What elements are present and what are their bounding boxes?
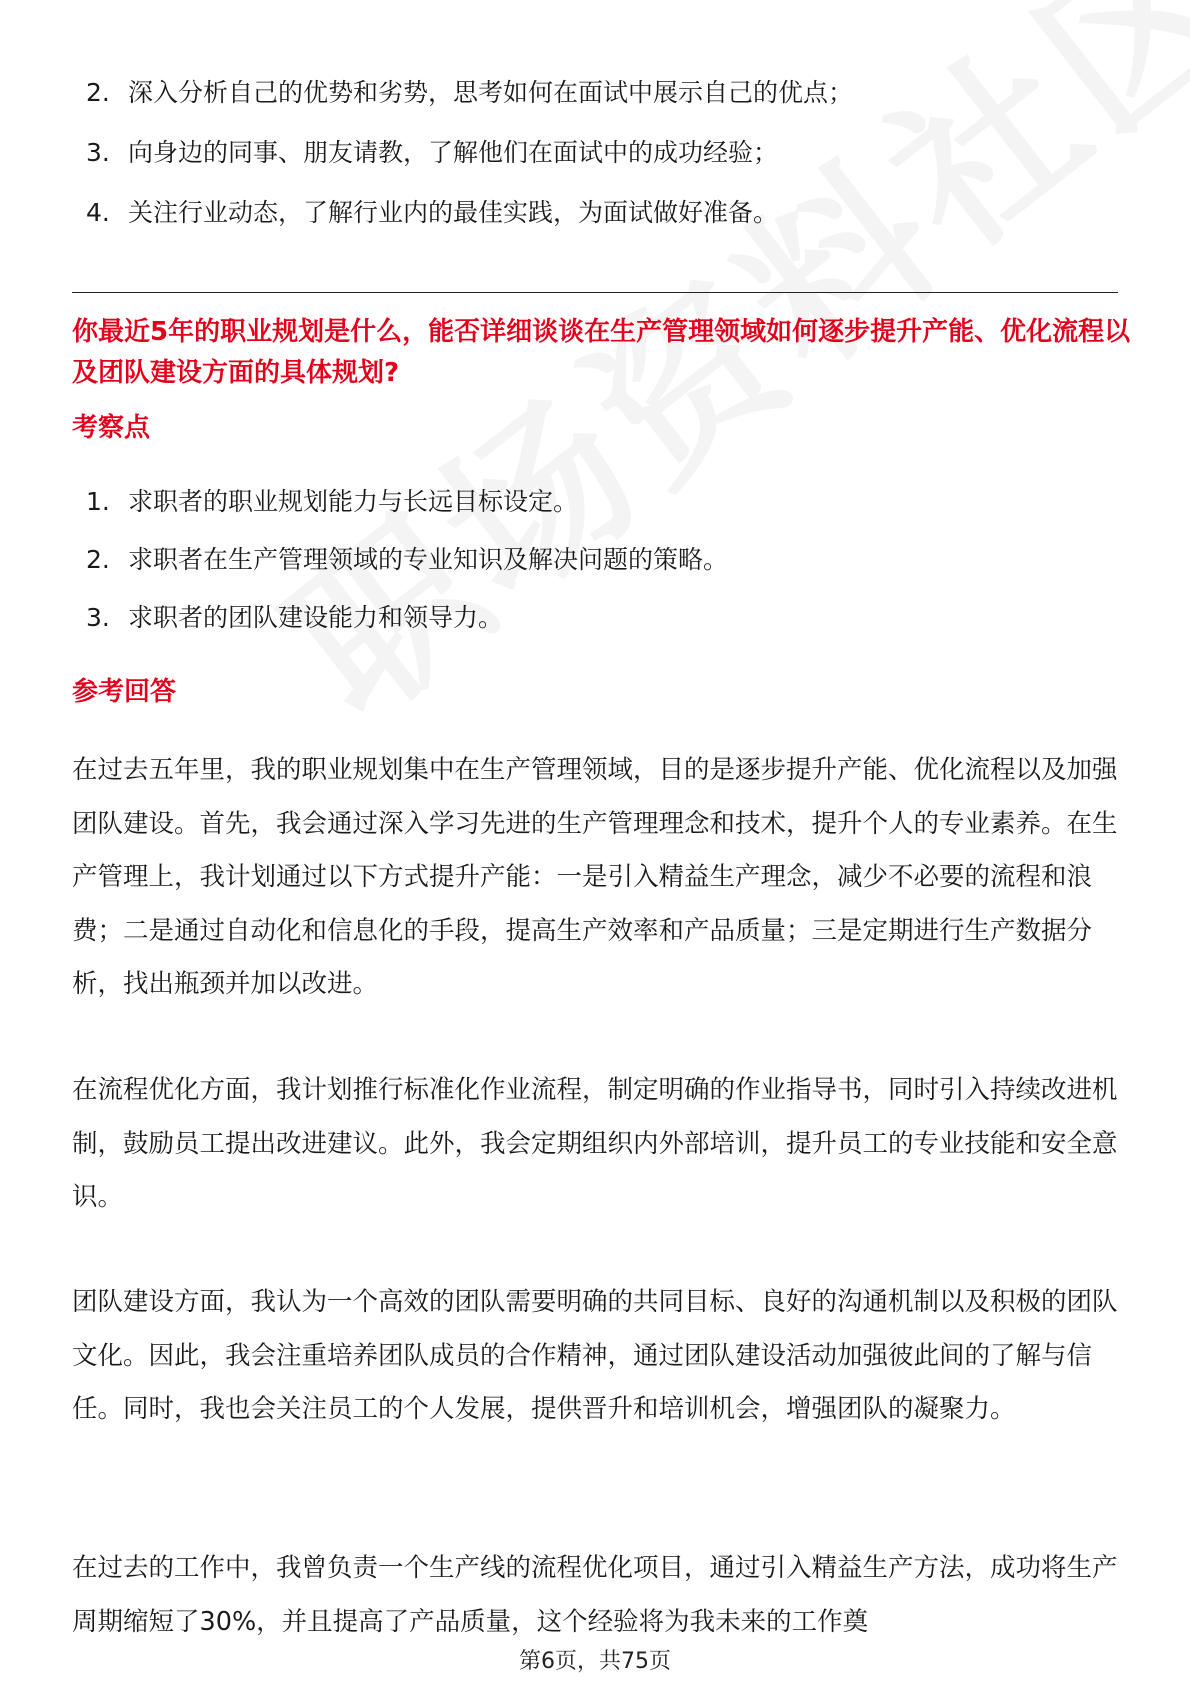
page-footer: 第6页，共75页 <box>519 1649 671 1674</box>
list-item <box>72 138 853 168</box>
list-text: 深入分析自己的优势和劣势，思考如何在面试中展示自己的优点； <box>128 78 854 107</box>
list-number: 3. <box>86 603 110 632</box>
list-number: 3. <box>86 138 110 167</box>
previous-tips-list <box>72 78 853 258</box>
list-text: 求职者在生产管理领域的专业知识及解决问题的策略。 <box>128 545 729 574</box>
assessment-points-heading: 考察点 <box>72 413 151 443</box>
assessment-points-list <box>72 487 728 661</box>
list-item <box>72 78 853 108</box>
answer-paragraph: 在过去的工作中，我曾负责一个生产线的流程优化项目，通过引入精益生产方法，成功将生产周期缩短了30%，并且提高了产品质量，这个经验将为我未来的工作奠 <box>72 1553 1118 1637</box>
interview-question: 你最近5年的职业规划是什么，能否详细谈谈在生产管理领域如何逐步提升产能、优化流程以及团队建设方面的具体规划? <box>72 317 1131 388</box>
answer-paragraph: 在流程优化方面，我计划推行标准化作业流程，制定明确的作业指导书，同时引入持续改进机制，鼓励员工提出改进建议。此外，我会定期组织内外部培训，提升员工的专业技能和安全意识。 <box>72 1075 1118 1212</box>
list-number: 2. <box>86 545 110 574</box>
list-text: 求职者的职业规划能力与长远目标设定。 <box>128 487 579 516</box>
list-number: 2. <box>86 78 110 107</box>
list-item <box>72 198 853 228</box>
list-item <box>72 545 728 575</box>
list-number: 1. <box>86 487 110 516</box>
answer-paragraph: 在过去五年里，我的职业规划集中在生产管理领域，目的是逐步提升产能、优化流程以及加强团队建设。首先，我会通过深入学习先进的生产管理理念和技术，提升个人的专业素养。在生产管理上，我计划通过以下方式提升产能：一是引入精益生产理念，减少不必要的流程和浪费；二是通过自动化和信息化的手段，提高生产效率和产品质量；三是定期进行生产数据分析，找出瓶颈并加以改进。 <box>72 755 1118 999</box>
list-text: 求职者的团队建设能力和领导力。 <box>128 603 504 632</box>
list-item <box>72 603 728 633</box>
reference-answer-heading: 参考回答 <box>72 677 177 707</box>
list-item <box>72 487 728 517</box>
section-divider <box>72 292 1118 293</box>
list-number: 4. <box>86 198 110 227</box>
answer-paragraph: 团队建设方面，我认为一个高效的团队需要明确的共同目标、良好的沟通机制以及积极的团队文化。因此，我会注重培养团队成员的合作精神，通过团队建设活动加强彼此间的了解与信任。同时，我也会关注员工的个人发展，提供晋升和培训机会，增强团队的凝聚力。 <box>72 1287 1118 1424</box>
list-text: 关注行业动态，了解行业内的最佳实践，为面试做好准备。 <box>128 198 779 227</box>
list-text: 向身边的同事、朋友请教，了解他们在面试中的成功经验； <box>128 138 779 167</box>
